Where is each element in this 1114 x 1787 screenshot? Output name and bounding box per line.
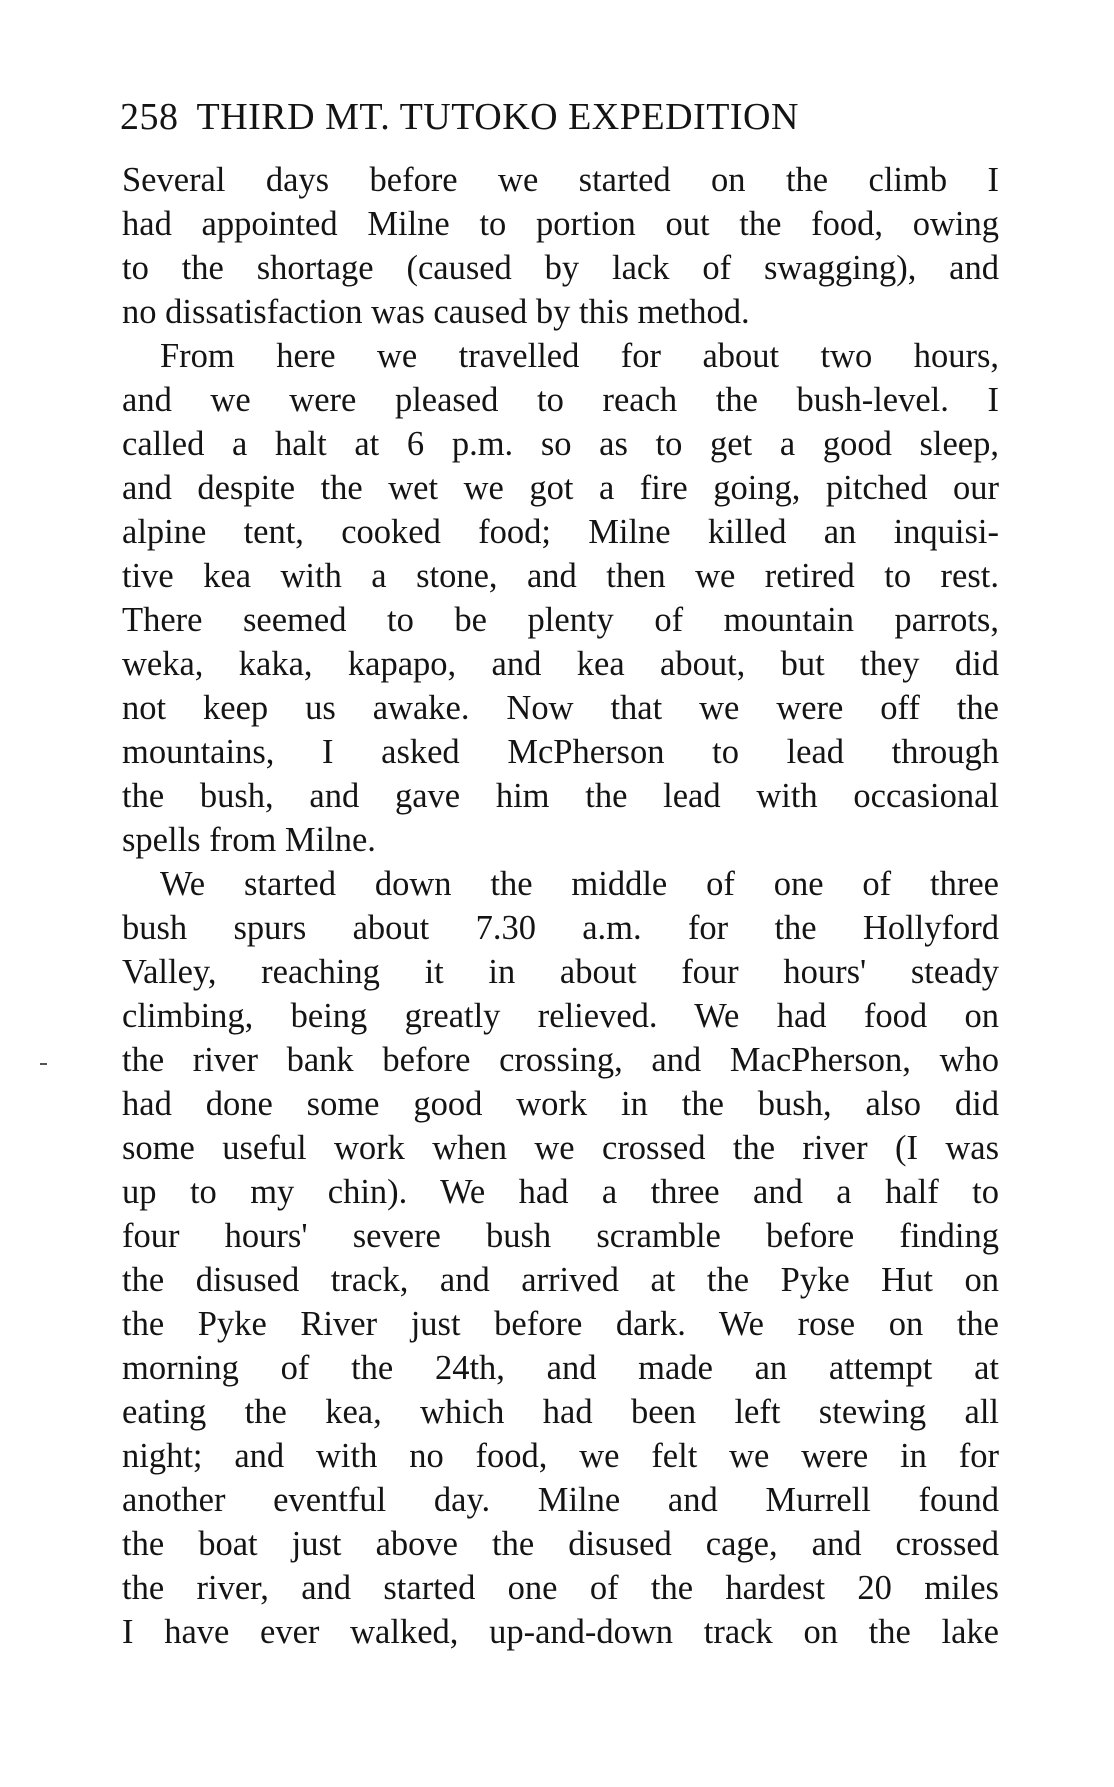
text-line: alpine tent, cooked food; Milne killed an inquisi- [122, 513, 999, 551]
text-line: another eventful day. Milne and Murrell found [122, 1481, 999, 1519]
text-line: up to my chin). We had a three and a half to [122, 1173, 999, 1211]
running-title: THIRD MT. TUTOKO EXPEDITION [196, 96, 799, 138]
margin-mark [40, 1063, 47, 1065]
text-line: climbing, being greatly relieved. We had food on [122, 997, 999, 1035]
text-line: mountains, I asked McPherson to lead through [122, 733, 999, 771]
text-line: Several days before we started on the climb I [122, 161, 999, 199]
text-line: We started down the middle of one of three [160, 865, 999, 903]
text-line: There seemed to be plenty of mountain parrots, [122, 601, 999, 639]
text-line: tive kea with a stone, and then we retired to rest. [122, 557, 999, 595]
text-line: not keep us awake. Now that we were off the [122, 689, 999, 727]
text-line: some useful work when we crossed the river (I was [122, 1129, 999, 1167]
text-line: the river bank before crossing, and MacPherson, who [122, 1041, 999, 1079]
text-line: eating the kea, which had been left stewing all [122, 1393, 999, 1431]
text-line: and we were pleased to reach the bush-level. I [122, 381, 999, 419]
text-line: From here we travelled for about two hours, [160, 337, 999, 375]
text-line: had done some good work in the bush, also did [122, 1085, 999, 1123]
text-line: called a halt at 6 p.m. so as to get a good sleep, [122, 425, 999, 463]
text-line: night; and with no food, we felt we were in for [122, 1437, 999, 1475]
text-line: the Pyke River just before dark. We rose on the [122, 1305, 999, 1343]
text-line: the bush, and gave him the lead with occasional [122, 777, 999, 815]
text-line: the disused track, and arrived at the Pyke Hut on [122, 1261, 999, 1299]
page-number: 258 [120, 96, 179, 138]
text-line: weka, kaka, kapapo, and kea about, but they did [122, 645, 999, 683]
text-line: the river, and started one of the hardest 20 miles [122, 1569, 999, 1607]
running-head [120, 92, 1000, 142]
text-line: Valley, reaching it in about four hours' steady [122, 953, 999, 991]
body-text [122, 158, 999, 1654]
text-line: and despite the wet we got a fire going, pitched our [122, 469, 999, 507]
text-line: the boat just above the disused cage, and crossed [122, 1525, 999, 1563]
text-line: I have ever walked, up-and-down track on the lake [122, 1613, 999, 1651]
text-line: spells from Milne. [122, 821, 376, 859]
text-line: had appointed Milne to portion out the food, owing [122, 205, 999, 243]
text-line: bush spurs about 7.30 a.m. for the Hollyford [122, 909, 999, 947]
text-line: morning of the 24th, and made an attempt at [122, 1349, 999, 1387]
text-line: no dissatisfaction was caused by this method. [122, 293, 750, 331]
text-line: to the shortage (caused by lack of swagging), and [122, 249, 999, 287]
text-line: four hours' severe bush scramble before finding [122, 1217, 999, 1255]
